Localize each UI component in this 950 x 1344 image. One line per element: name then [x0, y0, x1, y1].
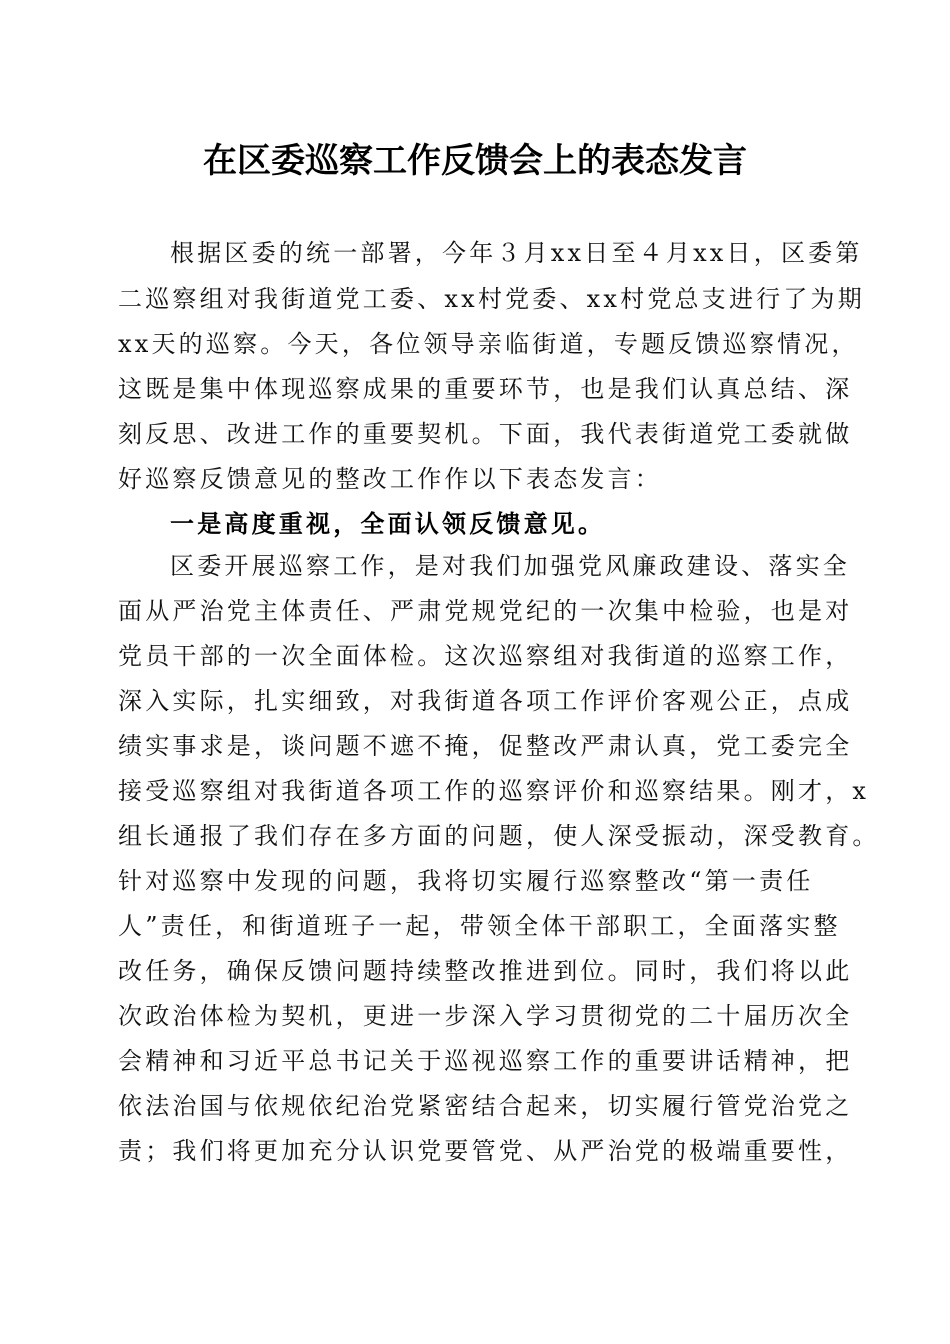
paragraph-line: 二巡察组对我街道党工委、xx村党委、xx村党总支进行了为期: [118, 285, 865, 313]
paragraph-line: 改任务，确保反馈问题持续整改推进到位。同时，我们将以此: [118, 957, 853, 985]
paragraph-line: 人”责任，和街道班子一起，带领全体干部职工，全面落实整: [118, 912, 841, 940]
paragraph-line: 根据区委的统一部署，今年３月xx日至４月xx日，区委第: [170, 239, 863, 267]
paragraph-line: 这既是集中体现巡察成果的重要环节，也是我们认真总结、深: [118, 375, 853, 403]
paragraph-line: xx天的巡察。今天，各位领导亲临街道，专题反馈巡察情况，: [118, 330, 859, 358]
paragraph-line: 深入实际，扎实细致，对我街道各项工作评价客观公正，点成: [118, 687, 853, 715]
paragraph-line: 会精神和习近平总书记关于巡视巡察工作的重要讲话精神，把: [118, 1047, 853, 1075]
paragraph-line: 好巡察反馈意见的整改工作作以下表态发言：: [118, 465, 662, 493]
document-title: 在区委巡察工作反馈会上的表态发言: [203, 141, 747, 181]
paragraph-line: 刻反思、改进工作的重要契机。下面，我代表街道党工委就做: [118, 420, 853, 448]
paragraph-line: 次政治体检为契机，更进一步深入学习贯彻党的二十届历次全: [118, 1002, 853, 1030]
paragraph-line: 绩实事求是，谈问题不遮不掩，促整改严肃认真，党工委完全: [118, 732, 853, 760]
paragraph-line: 接受巡察组对我街道各项工作的巡察评价和巡察结果。刚才，x: [118, 777, 870, 805]
paragraph-line: 党员干部的一次全面体检。这次巡察组对我街道的巡察工作，: [118, 642, 853, 670]
paragraph-line: 依法治国与依规依纪治党紧密结合起来，切实履行管党治党之: [118, 1092, 853, 1120]
paragraph-line: 面从严治党主体责任、严肃党规党纪的一次集中检验，也是对: [118, 597, 853, 625]
paragraph-line: 责；我们将更加充分认识党要管党、从严治党的极端重要性，: [118, 1137, 853, 1165]
paragraph-line: 针对巡察中发现的问题，我将切实履行巡察整改“第一责任: [118, 867, 814, 895]
paragraph-line: 组长通报了我们存在多方面的问题，使人深受振动，深受教育。: [118, 822, 880, 850]
section-heading: 一是高度重视，全面认领反馈意见。: [170, 509, 606, 538]
paragraph-line: 区委开展巡察工作，是对我们加强党风廉政建设、落实全: [170, 552, 850, 580]
